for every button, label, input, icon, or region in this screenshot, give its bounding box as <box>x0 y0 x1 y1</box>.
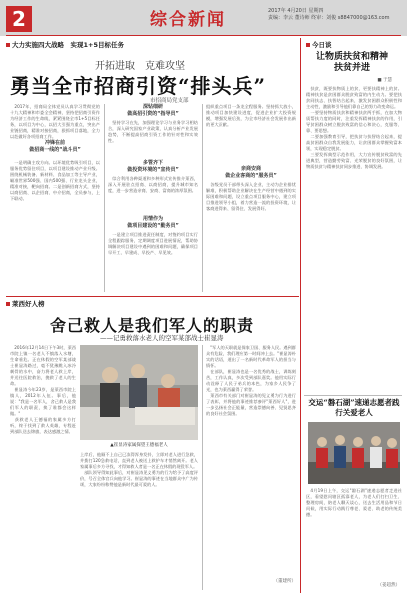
top-story-subhead-5: 亲商安商 做企业客商的“服务员” <box>225 166 277 179</box>
feature-body-col1: 2016年12月14日下午3时，莱西市院上镇一名老人不慎落入水塘，生命垂危。正在休假的空军某部战士崔显涛路过，毫不犹豫跳入冰冷刺骨的水中，奋力将老人救上岸，并送往医院救治，挽救了老人的生命。 崔显涛今年23岁，是莱西市院上镇人，2012年入伍。事后，他说："我是一名军人，舍己救人是我们军人的职责，换了谁都会这样做。" 获救老人王德福的家属多方打听，终于找到了救人英雄，专程赶到部队送去锦旗，表达感激之情。 <box>10 345 76 434</box>
section-title: 综合新闻 <box>150 10 226 30</box>
right-column-second-body: 4月19日上午，交运"磐石湖"速递志愿者走进社区，看望慰问辖区孤寡老人，为老人们打扫卫生、整理房间，陪老人聊天谈心，送去生活用品和节日问候，用实际行动践行尊老、爱老、助老的传统美德。 <box>306 488 402 517</box>
tag-square-icon <box>6 302 10 306</box>
feature-byline: （董建所） <box>273 579 296 584</box>
top-story-body-col2a: 坚持学习在先，加强理论学习与业务学习相结合，深入研究国家产业政策，认真分析产业发展趋势，不断提高招商引资工作的针对性和实效性。 <box>108 120 198 143</box>
page-number: 2 <box>6 6 32 32</box>
issue-date: 2017年 4月20日 星期四 <box>268 8 324 14</box>
rescue-photo-image <box>80 345 198 440</box>
rescue-photo-caption: ▲崔显涛家属探望王德福老人 <box>110 443 168 448</box>
top-story-body-col1: 2017年，招商局全体党员认真学习贯彻党的十九大精神和市委全会精神，坚持把招商引资作为经济工作的生命线，紧紧围绕全市1+5目标任务，以项目为中心，以招大引强为重点，突出产业链招商，精准对接招商，狠抓项目落地，全力以赴做好各项招商工作。 <box>10 104 100 139</box>
right-column-author: ■ 于慧 <box>377 78 392 83</box>
feature-divider <box>202 345 203 590</box>
feature-column-tag: 莱西好人榜 <box>6 299 45 308</box>
top-story-headline: 勇当全市招商引资“排头兵” <box>10 74 267 98</box>
top-story-body-col3b: 各级党员干部带头深入企业，主动为企业排忧解难，积极帮助企业解决在生产经营中遇到的实际困难和问题，设立重点项目服务中心，建立项目推进领导小组，着力营造一流的投资环境，让客商进得来、留得住、发展得好。 <box>206 182 296 211</box>
top-story-subhead-4: 用情作为 做项目建设的“勤务员” <box>127 216 179 229</box>
top-story-body-col1b: 一是明确主攻方向。以环境优势吸引项目，以服务优势留住项目，以项目建设推动产业升级。围绕机械装备、新材料、食品加工等主导产业，瞄准世界500强、国内500强、行业龙头企业，精准对接，靶向招商。二是创新招商方式，坚持以商招商、以企招商、中介招商，全员参与，上下联动。 <box>10 160 100 201</box>
right-column-body: 扶贫，既要扶物质上的贫，更要扶精神上的贫。精神扶贫是贫困群众脱贫致富的内生动力。要把扶贫同扶志、扶智结合起来，激发贫困群众积极性和主动性，激励和引导他们靠自己的努力改变命运。 一要坚持物质扶贫和精神扶贫两手抓，在加大物质帮扶力度的同时，注重发挥精神扶贫的作用，引导贫困群众树立脱贫致富的信心和决心，克服等、靠、要思想。 二要加强教育引导，把扶贫与扶智结合起来，提高贫困群众自我发展能力，让贫困群众掌握致富本领，实现稳定脱贫。 三要发挥典型示范作用，大力宣传脱贫致富的先进典型，营造勤劳致富、光荣脱贫的良好氛围，让物质扶贫与精神扶贫同步推进、协调发展。 <box>306 86 402 169</box>
top-story-subheading: 开拓进取 克难攻坚 <box>95 61 185 72</box>
top-story-source: 市招商局党支部 <box>150 98 189 104</box>
masthead-rule <box>6 35 401 36</box>
volunteers-photo <box>308 422 400 484</box>
right-column-second-author: （姜超然） <box>377 583 400 588</box>
feature-headline: 舍己救人是我们军人的职责 <box>50 316 255 335</box>
right-column-tag: 今日谈 <box>306 40 332 49</box>
feature-rule <box>6 296 299 297</box>
tag-square-icon <box>306 43 310 47</box>
editor-contact: 责编：李云 董诗师 终审：刘俊 s8847000@163.com <box>268 15 390 21</box>
top-story-subhead-2: 深钻细研 做高招引资的“指导员” <box>127 104 179 117</box>
right-column-headline: 让物质扶贫和精神扶贫并进 <box>315 52 388 73</box>
top-story-subhead-1: 冲锋在前 做招商一线的“战斗员” <box>29 140 81 153</box>
feature-subheading: ——记勇救落水老人的空军某部战士崔显涛 <box>100 334 224 342</box>
rescue-photo <box>80 345 198 440</box>
top-story-subhead-3: 多管齐下 做投资环境的“宣传员” <box>127 160 179 173</box>
feature-body-col2: 上岸后，他顾不上自己已冻得浑身发抖，立即对老人进行急救，并拨打120急救电话，直到老人被送上救护车才悄然离开。老人家属事后多方寻找，才得知救人者是一名正在休假的现役军人。 部队领导得知此事后，对崔显涛见义勇为的行为给予了高度评价，号召全体官兵向他学习。崔显涛的事迹在当地群众中广为传颂，大家纷纷称赞他是新时代最可爱的人。 <box>80 452 198 487</box>
right-column-second-headline: 交运“磐石湖”速递志愿者践行关爱老人 <box>308 398 400 417</box>
right-column-divider <box>300 38 301 593</box>
feature-body-col3: "军人的天职就是保家卫国、服务人民。遇到群众有危险，我们理应第一时间冲上去。"崔显涛朴实的话语，道出了一名新时代革命军人的担当与情怀。 在部队，崔显涛也是一名优秀的战士，训练刻苦，工作认真，多次受到部队嘉奖。他用实际行动诠释了人民子弟兵的本色，为家乡人民争了光，也为莱西赢得了荣誉。 莱西市有关部门对崔显涛的见义勇为行为进行了表彰，并将他的事迹推荐参评"莱西好人"，进一步弘扬社会正能量，营造崇德向善、见贤思齐的良好社会氛围。 <box>206 345 296 416</box>
volunteers-photo-image <box>308 422 400 484</box>
top-story-divider-1 <box>104 104 105 292</box>
top-story-divider-2 <box>202 104 203 292</box>
right-column-separator <box>304 395 402 396</box>
tag-square-icon <box>6 43 10 47</box>
top-story-body-col2c: 一是建立项目推进责任制度，对签约项目实行全程跟踪服务，定期调度项目进展情况，帮助协调解决项目建设中遇到的困难和问题，确保项目早开工、早建成、早投产、早见效。 <box>108 232 198 255</box>
top-story-column-tag: 大力实施四大战略 实现1+5目标任务 <box>6 40 124 49</box>
top-story-body-col3a: 组织重点项目一条龙全程服务。坚持抓大放小，推动项目加快建设进度，促进企业扩大投资规模，增强发展后劲，为全市经济社会发展作出新的更大贡献。 <box>206 104 296 127</box>
top-story-body-col2b: 综合利用各种渠道和多种形式宣传推介莱西，深入开展驻点招商、以商招商，提升城市知名度，进一步营造亲商、安商、富商的浓厚氛围。 <box>108 176 198 193</box>
